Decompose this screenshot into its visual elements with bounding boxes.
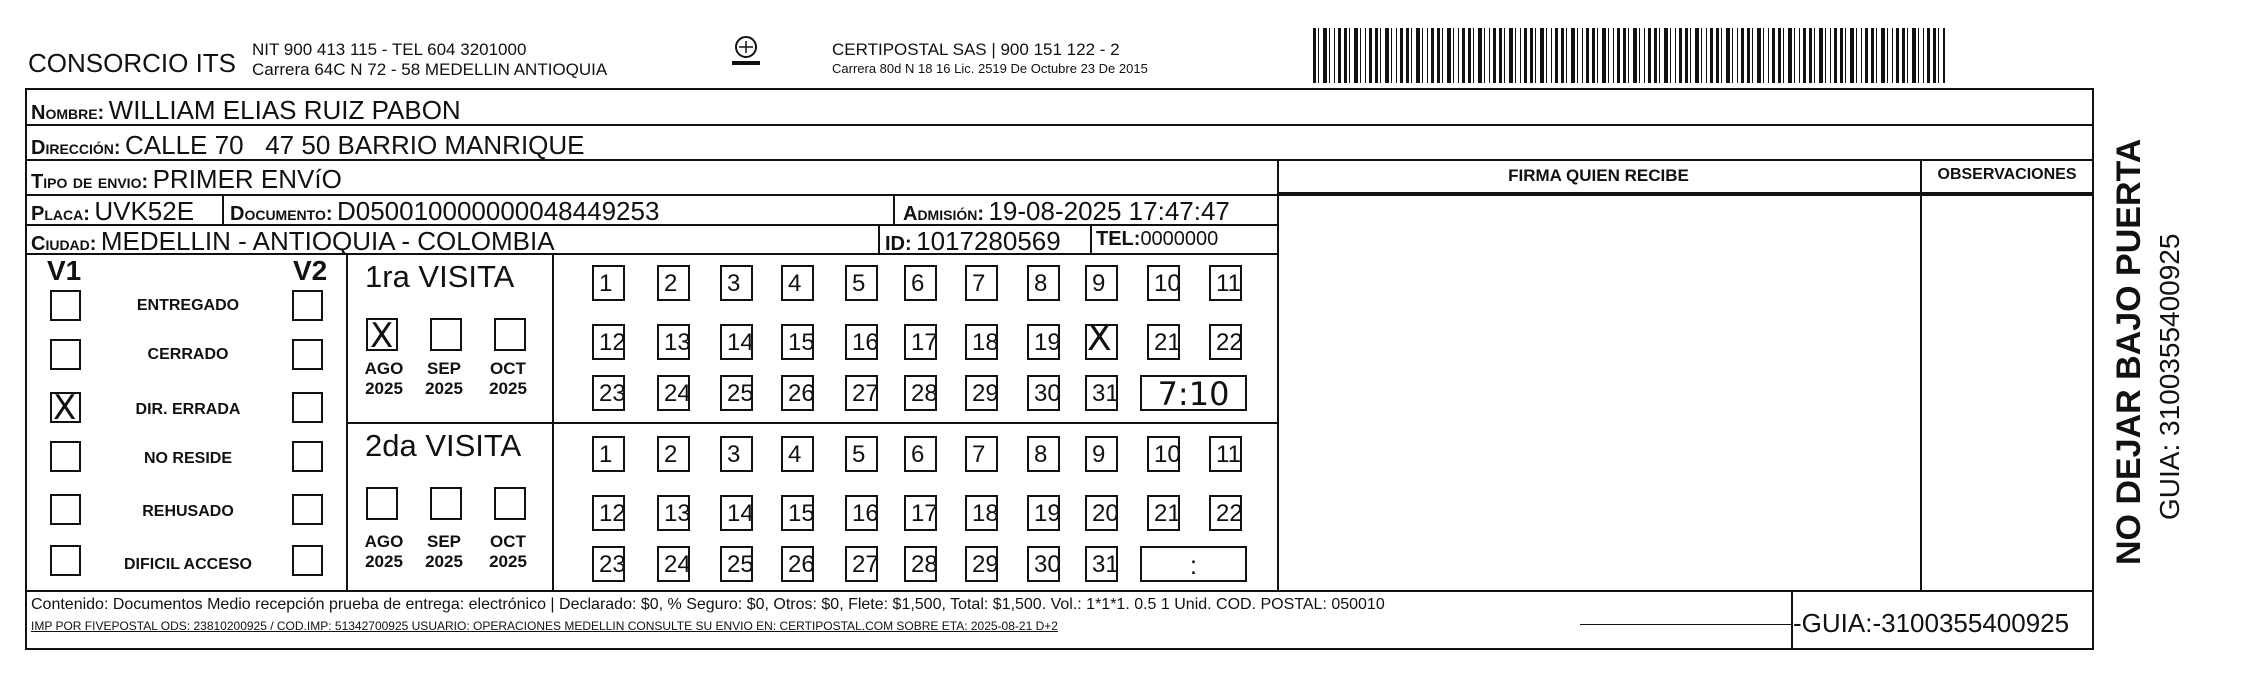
status-cerrado: CERRADO xyxy=(147,346,229,363)
visit1-month-ago: AGO xyxy=(364,359,404,378)
visit1-day-30[interactable]: 30 xyxy=(1027,375,1060,411)
visit1-day-28[interactable]: 28 xyxy=(904,375,937,411)
visit2-day-16[interactable]: 16 xyxy=(845,495,878,531)
company-nit: NIT 900 413 115 - TEL 604 3201000 xyxy=(252,40,527,59)
visit2-day-1[interactable]: 1 xyxy=(592,436,625,472)
visit1-day-15[interactable]: 15 xyxy=(781,324,814,360)
observations-header: OBSERVACIONES xyxy=(1937,166,2077,183)
visit1-time-field[interactable]: 7:10 xyxy=(1140,375,1247,411)
visit2-day-22[interactable]: 22 xyxy=(1209,495,1242,531)
side-notice: NO DEJAR BAJO PUERTA xyxy=(2110,138,2148,565)
plate: UVK52E xyxy=(94,196,195,226)
v2-checkbox-no-reside[interactable] xyxy=(292,441,323,472)
visit2-time-field[interactable]: : xyxy=(1140,546,1247,582)
send-type-row xyxy=(31,164,342,195)
visit1-day-3[interactable]: 3 xyxy=(720,265,753,301)
company-info xyxy=(252,40,607,80)
v1-checkbox-dificil-acceso[interactable] xyxy=(50,545,81,576)
v2-checkbox-cerrado[interactable] xyxy=(292,339,323,370)
visit1-day-17[interactable]: 17 xyxy=(904,324,937,360)
visit1-day-13[interactable]: 13 xyxy=(657,324,690,360)
visit2-day-23[interactable]: 23 xyxy=(592,546,625,582)
document: D050010000000048449253 xyxy=(336,196,660,226)
signature-header: FIRMA QUIEN RECIBE xyxy=(1508,166,1689,185)
visit1-day-29[interactable]: 29 xyxy=(965,375,998,411)
visit1-day-26[interactable]: 26 xyxy=(781,375,814,411)
visit2-month-sep: SEP xyxy=(426,532,462,551)
status-no-reside: NO RESIDE xyxy=(143,450,232,467)
visit1-day-10[interactable]: 10 xyxy=(1147,265,1180,301)
footer-printed-by: IMP POR FIVEPOSTAL ODS: 23810200925 / COD.IMP: 51342700925 USUARIO: OPERACIONES MEDELLIN CONSULTE SU ENVIO EN: CERTIPOSTAL.COM SOBRE ETA: 2025-08-21 D+2 xyxy=(31,619,1058,633)
visit1-day-8[interactable]: 8 xyxy=(1027,265,1060,301)
visit2-day-8[interactable]: 8 xyxy=(1027,436,1060,472)
v2-checkbox-entregado[interactable] xyxy=(292,290,323,321)
visit1-day-5[interactable]: 5 xyxy=(845,265,878,301)
send-type: PRIMER ENVíO xyxy=(152,164,342,194)
visit2-day-24[interactable]: 24 xyxy=(657,546,690,582)
visit2-month-ago-box[interactable] xyxy=(366,487,398,520)
footer-guide: -GUIA:-3100355400925 xyxy=(1793,608,2070,638)
v1-checkbox-rehusado[interactable] xyxy=(50,494,81,525)
visit1-day-23[interactable]: 23 xyxy=(592,375,625,411)
visit2-day-5[interactable]: 5 xyxy=(845,436,878,472)
company-name: CONSORCIO ITS xyxy=(28,48,237,78)
visit1-day-19[interactable]: 19 xyxy=(1027,324,1060,360)
visit1-day-20[interactable] xyxy=(1085,318,1118,360)
name-row xyxy=(31,95,461,126)
visit1-day-24[interactable]: 24 xyxy=(657,375,690,411)
visit2-day-14[interactable]: 14 xyxy=(720,495,753,531)
tel: 0000000 xyxy=(1140,228,1219,250)
v2-checkbox-dir-errada[interactable] xyxy=(292,392,323,423)
visit2-day-3[interactable]: 3 xyxy=(720,436,753,472)
v2-label: V2 xyxy=(293,255,328,286)
visit2-month-oct: OCT xyxy=(490,532,526,551)
visit2-day-11[interactable]: 11 xyxy=(1209,436,1242,472)
visit1-day-18[interactable]: 18 xyxy=(965,324,998,360)
visit1-year-oct: 2025 xyxy=(489,379,527,398)
visit1-day-21[interactable]: 21 xyxy=(1147,324,1180,360)
visit2-year-sep: 2025 xyxy=(425,552,463,571)
id-cell xyxy=(885,226,1061,257)
visit2-day-18[interactable]: 18 xyxy=(965,495,998,531)
v2-checkbox-rehusado[interactable] xyxy=(292,494,323,525)
name-label: Nombre: xyxy=(31,102,105,124)
admission: 19-08-2025 17:47:47 xyxy=(988,196,1230,226)
company-address: Carrera 64C N 72 - 58 MEDELLIN ANTIOQUIA xyxy=(252,60,608,79)
status-entregado: ENTREGADO xyxy=(136,297,240,314)
visit1-day-7[interactable]: 7 xyxy=(965,265,998,301)
visit2-day-17[interactable]: 17 xyxy=(904,495,937,531)
id-number: 1017280569 xyxy=(916,226,1061,256)
visit2-day-12[interactable]: 12 xyxy=(592,495,625,531)
visit1-day-1[interactable]: 1 xyxy=(592,265,625,301)
recipient-address: CALLE 70 47 50 BARRIO MANRIQUE xyxy=(125,130,585,160)
admission-label: Admisión: xyxy=(903,203,984,225)
visit2-day-15[interactable]: 15 xyxy=(781,495,814,531)
visit1-year-sep: 2025 xyxy=(425,379,463,398)
visit2-day-13[interactable]: 13 xyxy=(657,495,690,531)
visit2-day-4[interactable]: 4 xyxy=(781,436,814,472)
footer-contents: Contenido: Documentos Medio recepción prueba de entrega: electrónico | Declarado: $0, % Seguro: $0, Otros: $0, Flete: $1,500, Total: $1,500. Vol.: 1*1*1. 0.5 1 Unid. COD. POSTAL: 050010 xyxy=(31,596,1385,613)
plate-cell xyxy=(31,196,194,227)
city-cell xyxy=(31,226,555,257)
visit1-day-31[interactable]: 31 xyxy=(1085,375,1118,411)
visit2-day-31[interactable]: 31 xyxy=(1085,546,1118,582)
visit1-day-22[interactable]: 22 xyxy=(1209,324,1242,360)
visit2-day-21[interactable]: 21 xyxy=(1147,495,1180,531)
v1-checkbox-entregado[interactable] xyxy=(50,290,81,321)
visit1-month-ago-box[interactable]: X xyxy=(366,318,398,351)
visit1-month-sep: SEP xyxy=(426,359,462,378)
visit2-title: 2da VISITA xyxy=(365,428,522,463)
visit2-day-20[interactable]: 20 xyxy=(1085,495,1118,531)
visit2-day-6[interactable]: 6 xyxy=(904,436,937,472)
visit2-day-2[interactable]: 2 xyxy=(657,436,690,472)
visit2-day-19[interactable]: 19 xyxy=(1027,495,1060,531)
visit2-day-10[interactable]: 10 xyxy=(1147,436,1180,472)
visit1-day-25[interactable]: 25 xyxy=(720,375,753,411)
id-label: ID: xyxy=(885,233,912,255)
visit2-day-7[interactable]: 7 xyxy=(965,436,998,472)
barcode xyxy=(1313,28,1945,83)
visit2-month-oct-box[interactable] xyxy=(494,487,526,520)
visit1-month-oct: OCT xyxy=(490,359,526,378)
tel-label: TEL: xyxy=(1096,228,1141,250)
visit1-day-14[interactable]: 14 xyxy=(720,324,753,360)
visit2-month-sep-box[interactable] xyxy=(430,487,462,520)
send-type-label: Tipo de envio: xyxy=(31,171,149,193)
visit2-day-28[interactable]: 28 xyxy=(904,546,937,582)
document-label: Documento: xyxy=(230,203,333,225)
postal-name: CERTIPOSTAL SAS | 900 151 122 - 2 xyxy=(832,40,1120,59)
status-dificil-acceso: DIFICIL ACCESO xyxy=(123,556,252,573)
visit1-day-4[interactable]: 4 xyxy=(781,265,814,301)
visit1-title: 1ra VISITA xyxy=(365,259,515,294)
visit2-month-ago: AGO xyxy=(364,532,404,551)
document-cell xyxy=(230,196,659,227)
admission-cell xyxy=(903,196,1230,227)
visit1-day-2[interactable]: 2 xyxy=(657,265,690,301)
visit2-day-9[interactable]: 9 xyxy=(1085,436,1118,472)
handwritten-x-mark: X xyxy=(1087,318,1112,359)
plate-label: Placa: xyxy=(31,203,90,225)
visit1-day-6[interactable]: 6 xyxy=(904,265,937,301)
tel-cell xyxy=(1096,228,1218,251)
visit2-day-29[interactable]: 29 xyxy=(965,546,998,582)
visit1-day-9[interactable]: 9 xyxy=(1085,265,1118,301)
city: MEDELLIN - ANTIOQUIA - COLOMBIA xyxy=(100,226,555,256)
postal-info xyxy=(832,40,1148,78)
visit1-year-ago: 2025 xyxy=(365,379,403,398)
v1-checkbox-dir-errada[interactable]: X xyxy=(50,392,81,423)
visit1-month-sep-box[interactable] xyxy=(430,318,462,351)
v1-checkbox-cerrado[interactable] xyxy=(50,339,81,370)
v1-label: V1 xyxy=(47,255,82,286)
side-guide: GUIA: 3100355400925 xyxy=(2154,233,2185,520)
address-row xyxy=(31,130,585,161)
visit2-day-27[interactable]: 27 xyxy=(845,546,878,582)
certipostal-logo xyxy=(728,33,764,69)
visit1-month-oct-box[interactable] xyxy=(494,318,526,351)
visit1-day-27[interactable]: 27 xyxy=(845,375,878,411)
visit2-year-ago: 2025 xyxy=(365,552,403,571)
city-label: Ciudad: xyxy=(31,233,97,255)
visit2-day-30[interactable]: 30 xyxy=(1027,546,1060,582)
v1-checkbox-no-reside[interactable] xyxy=(50,441,81,472)
postal-address: Carrera 80d N 18 16 Lic. 2519 De Octubre 23 De 2015 xyxy=(832,61,1148,76)
recipient-name: WILLIAM ELIAS RUIZ PABON xyxy=(108,95,461,125)
v2-checkbox-dificil-acceso[interactable] xyxy=(292,545,323,576)
address-label: Dirección: xyxy=(31,137,121,159)
status-rehusado: REHUSADO xyxy=(142,503,234,520)
status-dir-errada: DIR. ERRADA xyxy=(135,401,241,418)
visit2-year-oct: 2025 xyxy=(489,552,527,571)
visit1-day-12[interactable]: 12 xyxy=(592,324,625,360)
visit2-day-26[interactable]: 26 xyxy=(781,546,814,582)
visit1-day-11[interactable]: 11 xyxy=(1209,265,1242,301)
visit1-day-16[interactable]: 16 xyxy=(845,324,878,360)
visit2-day-25[interactable]: 25 xyxy=(720,546,753,582)
